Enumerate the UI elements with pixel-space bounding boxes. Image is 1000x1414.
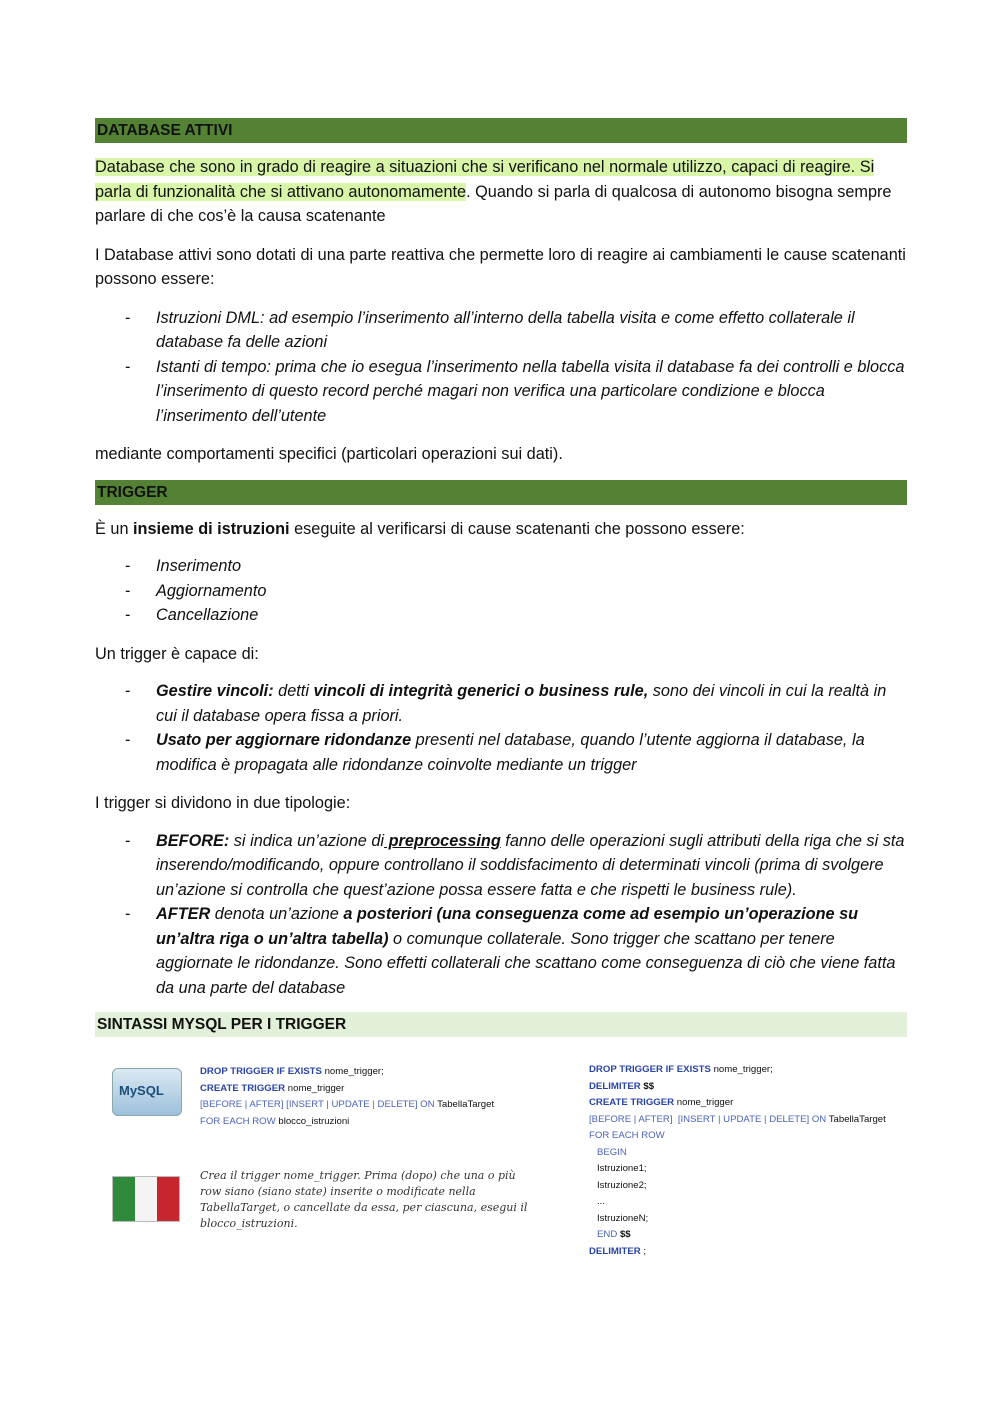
paragraph-types: I trigger si dividono in due tipologie: (95, 794, 351, 812)
italian-translation-note: Crea il trigger nome_trigger. Prima (dopo) che una o più row siano (siano state) inserite o modificate nella TabellaTarget, o cancellate da essa, per ciascuna, esegui il blocco_istruzioni. (200, 1169, 528, 1230)
list-item: - Usato per aggiornare ridondanze presenti nel database, quando l’utente aggiorna il database, la modifica è propagata alle ridondanze coinvolte mediante un trigger (95, 728, 907, 777)
section-header-database-attivi: DATABASE ATTIVI (95, 118, 907, 143)
right-code-block: DROP TRIGGER IF EXISTS nome_trigger; DELIMITER $$ CREATE TRIGGER nome_trigger [BEFORE | AFTER] [INSERT | UPDATE | DELETE] ON TabellaTarget FOR EACH ROW BEGIN Istruzione1; Istruzione2; ... IstruzioneN; END $$ DELIMITER ; (589, 1064, 886, 1257)
list-item: - Istruzioni DML: ad esempio l’inserimento all’interno della tabella visita e come effetto collaterale il database fa delle azioni (95, 306, 907, 355)
mysql-logo-icon: MySQL (112, 1068, 182, 1116)
capability-list (95, 679, 907, 777)
paragraph-causes: I Database attivi sono dotati di una parte reattiva che permette loro di reagire ai cambiamenti le cause scatenanti possono essere: (95, 245, 906, 288)
document-body (95, 118, 907, 1037)
paragraph-capabilities: Un trigger è capace di: (95, 644, 259, 663)
list-item: - AFTER denota un’azione a posteriori (una conseguenza come ad esempio un’operazione su un’altra riga o un’altra tabella) o comunque collaterale. Sono trigger che scattano per tenere aggiornate le ridondanze. Sono effetti collaterali che scattano come conseguenza di ciò che viene fatta da una parte del database (95, 902, 907, 1000)
section-header-sintassi: SINTASSI MYSQL PER I TRIGGER (95, 1012, 907, 1037)
paragraph-intro: Database che sono in grado di reagire a situazioni che si verificano nel normale utilizzo, capaci di reagire. Si parla di funzionalità che si attivano autonomamente. Quando si parla di qualcosa di autonomo bisogna sempre parlare di che cos’è la causa scatenante (95, 158, 892, 225)
paragraph-behaviour: mediante comportamenti specifici (particolari operazioni sui dati). (95, 445, 563, 463)
list-item: - Gestire vincoli: detti vincoli di integrità generici o business rule, sono dei vincoli in cui la realtà in cui il database opera fissa a priori. (95, 679, 907, 728)
highlighted-text: Database che sono in grado di reagire a situazioni che si verificano nel normale utilizzo, capaci di reagire. Si parla di funzionalità che si attivano autonomamente (95, 158, 875, 201)
event-list (95, 554, 907, 628)
list-item: - Istanti di tempo: prima che io esegua l’inserimento nella tabella visita il database fa dei controlli e blocca l’inserimento di questo record perché magari non verifica una particolare condizione e blocca l’inserimento dell’utente (95, 355, 907, 429)
section-header-trigger: TRIGGER (95, 480, 907, 505)
left-code-block: DROP TRIGGER IF EXISTS nome_trigger; CREATE TRIGGER nome_trigger [BEFORE | AFTER] [INSERT | UPDATE | DELETE] ON TabellaTarget FOR EACH ROW blocco_istruzioni (200, 1066, 495, 1127)
list-item: - Cancellazione (95, 603, 907, 628)
list-item: - Aggiornamento (95, 579, 907, 604)
type-list (95, 829, 907, 1001)
paragraph-trigger-def: È un insieme di istruzioni eseguite al verificarsi di cause scatenanti che possono essere: (95, 519, 745, 538)
list-item: - BEFORE: si indica un’azione di preprocessing fanno delle operazioni sugli attributi della riga che si sta inserendo/modificando, oppure controllano il soddisfacimento di determinati vincoli (prima di svolgere un’azione si controlla che quest’azione possa essere fatta e che rispetti le business rule). (95, 829, 907, 903)
cause-list (95, 306, 907, 429)
list-item: - Inserimento (95, 554, 907, 579)
syntax-figure (100, 1058, 910, 1268)
italian-flag-icon (112, 1176, 180, 1222)
